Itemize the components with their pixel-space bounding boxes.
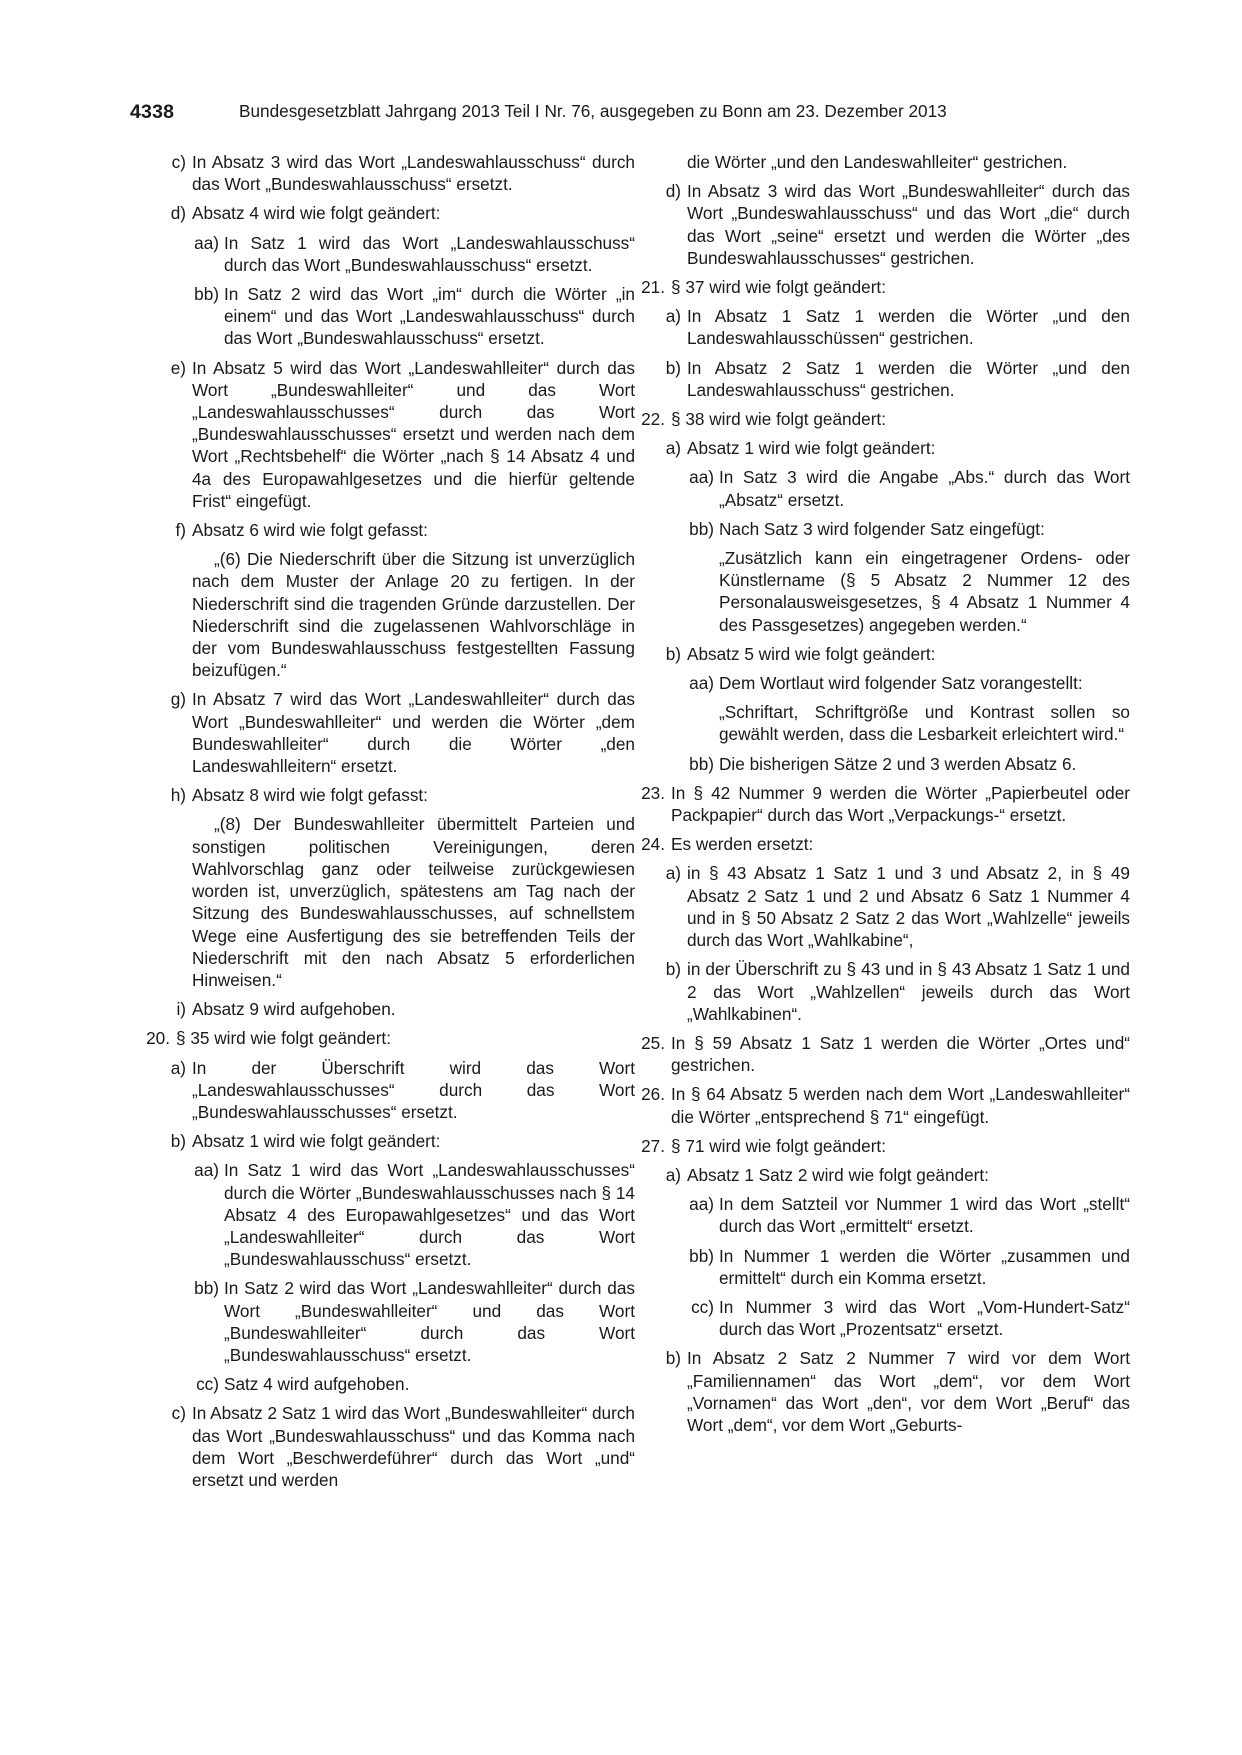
item-text: Absatz 1 wird wie folgt geändert:	[687, 438, 936, 459]
quoted-paragraph-6: „(6) Die Niederschrift über die Sitzung ist unverzüglich nach dem Muster der Anlage 20 zu fertigen. In der Niederschrift sind die tragenden Gründe darzustellen. Der Niederschrift sind die zugelassenen Wahlvorschläge in der vom Bundeswahlausschuss festgestellten Fassung beizufügen.“	[192, 549, 635, 681]
item-text: Absatz 8 wird wie folgt gefasst:	[192, 785, 428, 806]
item-22a-aa	[625, 466, 1130, 510]
item-text: In Satz 2 wird das Wort „Landeswahlleiter“ durch das Wort „Bundeswahlleiter“ und das Wort „Bundeswahlleiter“ durch das Wort „Bundeswahlausschuss“ ersetzt.	[224, 1278, 635, 1365]
item-label: bb)	[689, 518, 714, 539]
quoted-paragraph-8: „(8) Der Bundeswahlleiter übermittelt Parteien und sonstigen politischen Vereinigungen, deren Wahlvorschlag ganz oder teilweise zurückgewiesen worden ist, unverzüglich, spätestens am Tag nach der Sitzung des Bundeswahlausschusses, auf schnellstem Wege eine Ausfertigung des sie betreffenden Teils der Niederschrift mit den nach Absatz 5 erforderlichen Hinweisen.“	[192, 814, 635, 990]
item-text: Absatz 1 wird wie folgt geändert:	[192, 1131, 441, 1152]
item-text: Absatz 9 wird aufgehoben.	[192, 999, 396, 1020]
item-24b	[625, 958, 1130, 1025]
item-label: b)	[665, 643, 681, 664]
item-label: cc)	[196, 1374, 219, 1395]
item-22b	[625, 643, 1130, 665]
item-27a-aa	[625, 1193, 1130, 1237]
item-19g	[130, 688, 635, 777]
item-label: 26.	[641, 1084, 665, 1105]
item-text: In Absatz 2 Satz 2 Nummer 7 wird vor dem Wort „Familiennamen“ das Wort „dem“, vor dem Wort „Vornamen“ das Wort „den“, vor dem Wort „Beruf“ das Wort „dem“, vor dem Wort „Geburts-	[687, 1348, 1130, 1435]
item-20b-cc	[130, 1373, 635, 1395]
item-22a	[625, 437, 1130, 459]
item-label: a)	[665, 438, 681, 459]
item-text: Dem Wortlaut wird folgender Satz vorangestellt:	[719, 673, 1083, 694]
item-27b	[625, 1347, 1130, 1436]
item-label: b)	[665, 1348, 681, 1369]
item-text: in der Überschrift zu § 43 und in § 43 Absatz 1 Satz 1 und 2 das Wort „Wahlzellen“ jeweils durch das Wort „Wahlkabinen“.	[687, 959, 1130, 1024]
item-19i	[130, 998, 635, 1020]
item-text: In der Überschrift wird das Wort „Landeswahlausschusses“ durch das Wort „Bundeswahlausschusses“ ersetzt.	[192, 1057, 635, 1122]
item-22a-bb	[625, 518, 1130, 540]
item-label: aa)	[689, 673, 714, 694]
item-text: Es werden ersetzt:	[671, 834, 814, 855]
item-label: b)	[665, 357, 681, 378]
item-text: In Absatz 5 wird das Wort „Landeswahlleiter“ durch das Wort „Bundeswahlleiter“ und das Wort „Landeswahlausschusses“ durch das Wort „Bundeswahlausschusses“ ersetzt und werden nach dem Wort „Rechtsbehelf“ die Wörter „nach § 14 Absatz 4 und 4a des Europawahlgesetzes und die hierfür geltende Frist“ eingefügt.	[192, 357, 635, 511]
item-text: In § 42 Nummer 9 werden die Wörter „Papierbeutel oder Packpapier“ durch das Wort „Verpackungs-“ ersetzt.	[671, 782, 1130, 826]
item-text: In § 59 Absatz 1 Satz 1 werden die Wörter „Ortes und“ gestrichen.	[671, 1032, 1130, 1076]
item-text: In Satz 3 wird die Angabe „Abs.“ durch das Wort „Absatz“ ersetzt.	[719, 467, 1130, 510]
item-text: In Absatz 2 Satz 1 werden die Wörter „und den Landeswahlausschuss“ gestrichen.	[687, 357, 1130, 400]
item-25	[625, 1032, 1130, 1076]
item-label: a)	[170, 1057, 186, 1078]
item-text: In dem Satzteil vor Nummer 1 wird das Wort „stellt“ durch das Wort „ermittelt“ ersetzt.	[719, 1194, 1130, 1237]
item-text: In Satz 2 wird das Wort „im“ durch die Wörter „in einem“ und das Wort „Landeswahlausschuss“ durch das Wort „Bundeswahlausschuss“ ersetzt.	[224, 284, 635, 349]
item-19e	[130, 357, 635, 512]
item-text: In Absatz 1 Satz 1 werden die Wörter „und den Landeswahlausschüssen“ gestrichen.	[687, 306, 1130, 349]
item-27a	[625, 1164, 1130, 1186]
item-22b-bb	[625, 753, 1130, 775]
item-20	[130, 1027, 635, 1049]
item-19f	[130, 519, 635, 541]
item-text: In Nummer 1 werden die Wörter „zusammen und ermittelt“ durch ein Komma ersetzt.	[719, 1245, 1130, 1288]
item-label: aa)	[194, 232, 219, 253]
item-label: d)	[665, 181, 681, 202]
item-label: d)	[170, 203, 186, 224]
item-text: In Absatz 3 wird das Wort „Landeswahlausschuss“ durch das Wort „Bundeswahlausschuss“ ersetzt.	[192, 152, 635, 195]
item-19d-aa	[130, 232, 635, 276]
item-label: b)	[665, 959, 681, 980]
item-label: 21.	[641, 277, 665, 298]
item-label: b)	[170, 1131, 186, 1152]
item-label: f)	[175, 520, 186, 541]
item-22	[625, 408, 1130, 430]
item-27	[625, 1135, 1130, 1157]
item-20b	[130, 1130, 635, 1152]
right-column	[625, 151, 1130, 1436]
item-label: h)	[170, 785, 186, 806]
item-19h	[130, 784, 635, 806]
item-text: § 38 wird wie folgt geändert:	[671, 409, 886, 430]
continuation-text: die Wörter „und den Landeswahlleiter“ gestrichen.	[687, 152, 1068, 172]
item-19d-bb	[130, 283, 635, 350]
running-head: Bundesgesetzblatt Jahrgang 2013 Teil I Nr. 76, ausgegeben zu Bonn am 23. Dezember 2013	[239, 101, 947, 121]
item-23	[625, 782, 1130, 826]
item-text: In § 64 Absatz 5 werden nach dem Wort „Landeswahlleiter“ die Wörter „entsprechend § 71“ eingefügt.	[671, 1084, 1130, 1127]
item-label: 20.	[146, 1028, 170, 1049]
item-label: bb)	[194, 1278, 219, 1299]
item-label: aa)	[689, 1194, 714, 1215]
item-text: Absatz 6 wird wie folgt gefasst:	[192, 520, 428, 541]
item-text: In Satz 1 wird das Wort „Landeswahlausschusses“ durch die Wörter „Bundeswahlausschusses nach § 14 Absatz 4 des Europawahlgesetzes“ und das Wort „Landeswahlleiter“ durch das Wort „Bundeswahlausschuss“ ersetzt.	[224, 1160, 635, 1270]
item-label: cc)	[691, 1296, 714, 1317]
item-20a	[130, 1057, 635, 1124]
item-label: c)	[171, 152, 186, 172]
item-24a	[625, 862, 1130, 951]
item-21b	[625, 357, 1130, 401]
item-text: in § 43 Absatz 1 Satz 1 und 3 und Absatz 2, in § 49 Absatz 2 Satz 1 und 2 und Absatz 6 Satz 1 Nummer 4 und in § 50 Absatz 2 Satz 2 das Wort „Wahlzelle“ jeweils durch das Wort „Wahlkabine“,	[687, 863, 1130, 951]
item-text: Satz 4 wird aufgehoben.	[224, 1374, 410, 1395]
item-text: Absatz 5 wird wie folgt geändert:	[687, 643, 936, 664]
item-text: Nach Satz 3 wird folgender Satz eingefügt:	[719, 518, 1045, 539]
item-label: a)	[665, 863, 681, 884]
item-label: c)	[171, 1403, 186, 1424]
item-label: i)	[176, 999, 186, 1020]
item-20b-aa	[130, 1159, 635, 1270]
item-label: bb)	[689, 1245, 714, 1266]
item-label: aa)	[194, 1160, 219, 1181]
item-text: Die bisherigen Sätze 2 und 3 werden Absatz 6.	[719, 753, 1077, 774]
item-text: Absatz 4 wird wie folgt geändert:	[192, 203, 441, 224]
quoted-sentence-ordensname: „Zusätzlich kann ein eingetragener Ordens- oder Künstlername (§ 5 Absatz 2 Nummer 12 des Personalausweisgesetzes, § 4 Absatz 1 Nummer 4 des Passgesetzes) angegeben werden.“	[719, 548, 1130, 635]
item-27a-bb	[625, 1245, 1130, 1289]
item-text: In Absatz 7 wird das Wort „Landeswahlleiter“ durch das Wort „Bundeswahlleiter“ und werden die Wörter „dem Bundeswahlleiter“ durch die Wörter „den Landeswahlleitern“ ersetzt.	[192, 689, 635, 777]
item-text: In Absatz 3 wird das Wort „Bundeswahlleiter“ durch das Wort „Bundeswahlausschuss“ und das Wort „die“ durch das Wort „seine“ ersetzt und werden die Wörter „des Bundeswahlausschusses“ gestrichen.	[687, 181, 1130, 268]
quoted-sentence-schriftart: „Schriftart, Schriftgröße und Kontrast sollen so gewählt werden, dass die Lesbarkeit erleichtert wird.“	[719, 702, 1130, 745]
item-label: aa)	[689, 467, 714, 488]
item-text: § 71 wird wie folgt geändert:	[671, 1135, 886, 1156]
item-text: § 35 wird wie folgt geändert:	[176, 1028, 391, 1049]
item-label: a)	[665, 1164, 681, 1185]
item-label: 23.	[641, 782, 665, 803]
item-label: g)	[170, 689, 186, 710]
item-22b-aa	[625, 672, 1130, 694]
item-label: bb)	[689, 753, 714, 774]
page-number: 4338	[130, 101, 175, 123]
item-label: bb)	[194, 284, 219, 305]
item-label: 25.	[641, 1032, 665, 1053]
item-text: § 37 wird wie folgt geändert:	[671, 277, 886, 298]
left-column	[130, 151, 635, 1491]
item-24	[625, 833, 1130, 855]
item-20c	[130, 1402, 635, 1491]
item-21	[625, 276, 1130, 298]
item-26	[625, 1083, 1130, 1127]
item-20d	[625, 180, 1130, 269]
item-label: 22.	[641, 409, 665, 430]
item-label: a)	[665, 306, 681, 327]
item-label: 24.	[641, 834, 665, 855]
item-text: In Absatz 2 Satz 1 wird das Wort „Bundeswahlleiter“ durch das Wort „Bundeswahlausschuss“ und das Komma nach dem Wort „Beschwerdeführer“ durch das Wort „und“ ersetzt und werden	[192, 1403, 635, 1490]
item-text: In Nummer 3 wird das Wort „Vom-Hundert-Satz“ durch das Wort „Prozentsatz“ ersetzt.	[719, 1296, 1130, 1340]
item-20b-bb	[130, 1277, 635, 1366]
item-text: Absatz 1 Satz 2 wird wie folgt geändert:	[687, 1164, 989, 1185]
item-text: In Satz 1 wird das Wort „Landeswahlausschuss“ durch das Wort „Bundeswahlausschuss“ ersetzt.	[224, 232, 635, 275]
item-21a	[625, 305, 1130, 349]
item-label: 27.	[641, 1135, 665, 1156]
item-19c	[130, 151, 635, 195]
item-label: e)	[170, 357, 186, 378]
item-27a-cc	[625, 1296, 1130, 1340]
item-19d	[130, 202, 635, 224]
